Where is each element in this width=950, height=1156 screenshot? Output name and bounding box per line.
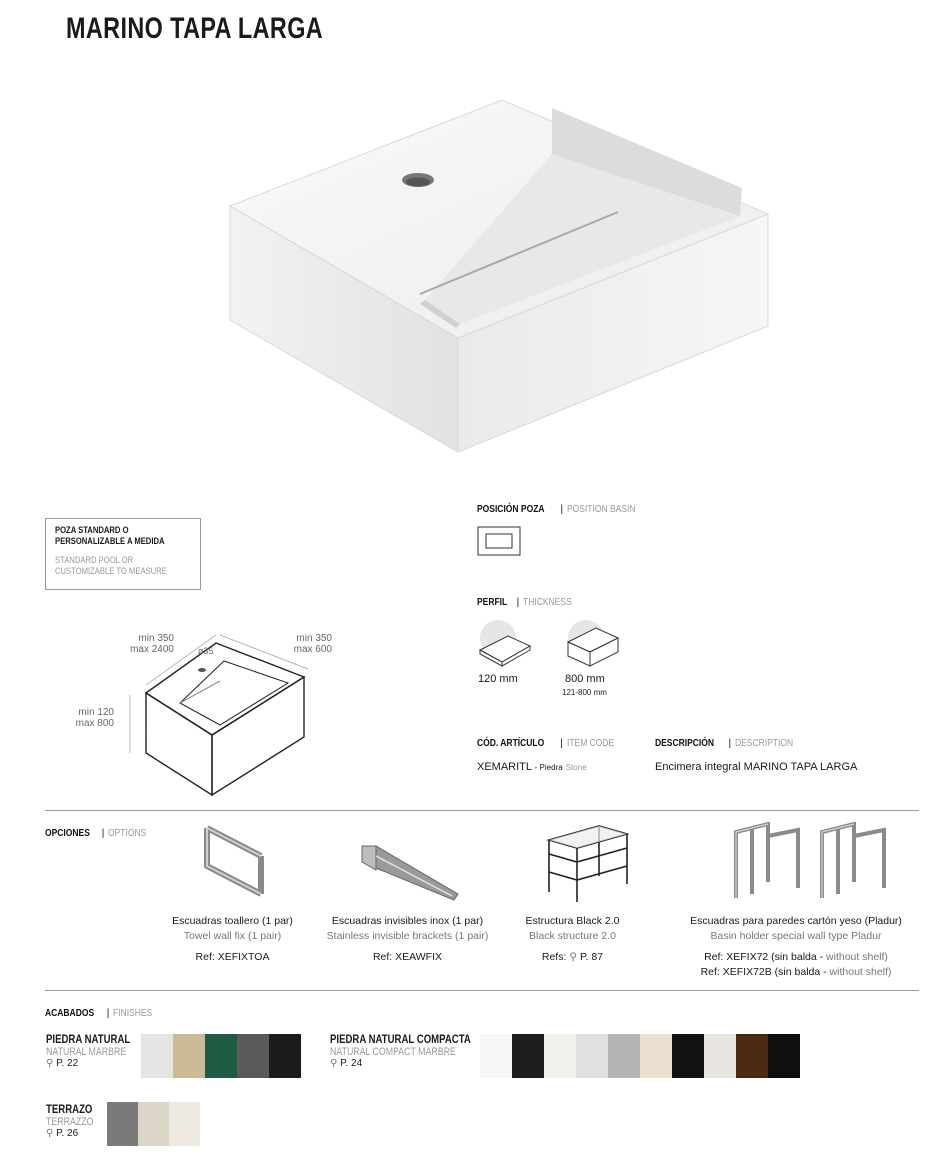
black-structure-image [543, 820, 629, 904]
thickness-120-value: 120 mm [478, 673, 518, 685]
finish-swatch[interactable] [480, 1034, 512, 1078]
position-basin-icon [477, 526, 521, 556]
item-code-label: CÓD. ARTÍCULO | ITEM CODE [477, 738, 614, 749]
finish-swatch[interactable] [704, 1034, 736, 1078]
finish-swatch[interactable] [173, 1034, 205, 1078]
finish-swatch[interactable] [576, 1034, 608, 1078]
height-dimension: min 120 max 800 [75, 707, 114, 729]
finish-group-terrazo: TERRAZO TERRAZZO ⚲ P. 26 [46, 1102, 94, 1139]
finish-swatch[interactable] [512, 1034, 544, 1078]
basin-product-image [220, 88, 780, 468]
note-spanish: POZA STANDARD O PERSONALIZABLE A MEDIDA [55, 525, 165, 546]
finishes-label: ACABADOS | FINISHES [45, 1008, 153, 1019]
options-label: OPCIONES | OPTIONS [45, 828, 147, 839]
description-text: Encimera integral MARINO TAPA LARGA [655, 761, 858, 773]
thickness-800-icon [564, 618, 620, 670]
search-icon: ⚲ [330, 1058, 338, 1069]
finish-swatch[interactable] [544, 1034, 576, 1078]
thickness-120-icon [476, 620, 532, 668]
finish-swatch[interactable] [141, 1034, 173, 1078]
swatches-compact [480, 1034, 800, 1078]
towel-wall-fix-image [195, 822, 271, 902]
page-title: MARINO TAPA LARGA [66, 12, 324, 45]
option-pladur-wall-fix: Escuadras para paredes cartón yeso (Pladur) Basin holder special wall type Pladur Ref: XEFIX72 (sin balda - without shelf) Ref: XEFIX72B (sin balda - without shelf) [690, 915, 902, 978]
finish-swatch[interactable] [608, 1034, 640, 1078]
finish-swatch[interactable] [672, 1034, 704, 1078]
depth-dimension: min 350 max 600 [293, 633, 332, 655]
customizable-note [45, 518, 201, 590]
swatches-terrazo [107, 1102, 200, 1146]
divider-options [45, 810, 919, 811]
length-dimension: min 350 max 2400 [130, 633, 174, 655]
hole-dimension: ø35 [198, 646, 214, 656]
finish-swatch[interactable] [138, 1102, 169, 1146]
item-code-value: XEMARITL - Piedra Stone [477, 761, 587, 773]
finish-swatch[interactable] [640, 1034, 672, 1078]
finish-swatch[interactable] [107, 1102, 138, 1146]
option-towel-wall-fix: Escuadras toallero (1 par) Towel wall fix (1 pair) Ref: XEFIXTOA [172, 915, 293, 963]
description-label: DESCRIPCIÓN | DESCRIPTION [655, 738, 794, 749]
divider-finishes [45, 990, 919, 991]
finish-swatch[interactable] [205, 1034, 237, 1078]
option-black-structure: Estructura Black 2.0 Black structure 2.0 Refs: ⚲ P. 87 [525, 915, 620, 963]
option-invisible-brackets: Escuadras invisibles inox (1 par) Stainless invisible brackets (1 pair) Ref: XEAWFIX [326, 915, 489, 963]
note-english: STANDARD POOL OR CUSTOMIZABLE TO MEASURE [55, 555, 167, 576]
swatches-natural [141, 1034, 301, 1078]
finish-group-compact: PIEDRA NATURAL COMPACTA NATURAL COMPACT MARBRE ⚲ P. 24 [330, 1032, 471, 1069]
thickness-800-range: 121-800 mm [562, 688, 607, 697]
search-icon: ⚲ [569, 951, 578, 963]
pladur-wall-fix-image [718, 822, 890, 902]
search-icon: ⚲ [46, 1128, 54, 1139]
thickness-800-value: 800 mm [565, 673, 605, 685]
finish-swatch[interactable] [169, 1102, 200, 1146]
finish-swatch[interactable] [269, 1034, 301, 1078]
finish-swatch[interactable] [736, 1034, 768, 1078]
invisible-brackets-image [354, 842, 460, 902]
finish-swatch[interactable] [768, 1034, 800, 1078]
thickness-label: PERFIL | THICKNESS [477, 597, 572, 608]
finish-group-natural: PIEDRA NATURAL NATURAL MARBRE ⚲ P. 22 [46, 1032, 131, 1069]
position-basin-label: POSICIÓN POZA | POSITION BASIN [477, 504, 636, 515]
finish-swatch[interactable] [237, 1034, 269, 1078]
search-icon: ⚲ [46, 1058, 54, 1069]
